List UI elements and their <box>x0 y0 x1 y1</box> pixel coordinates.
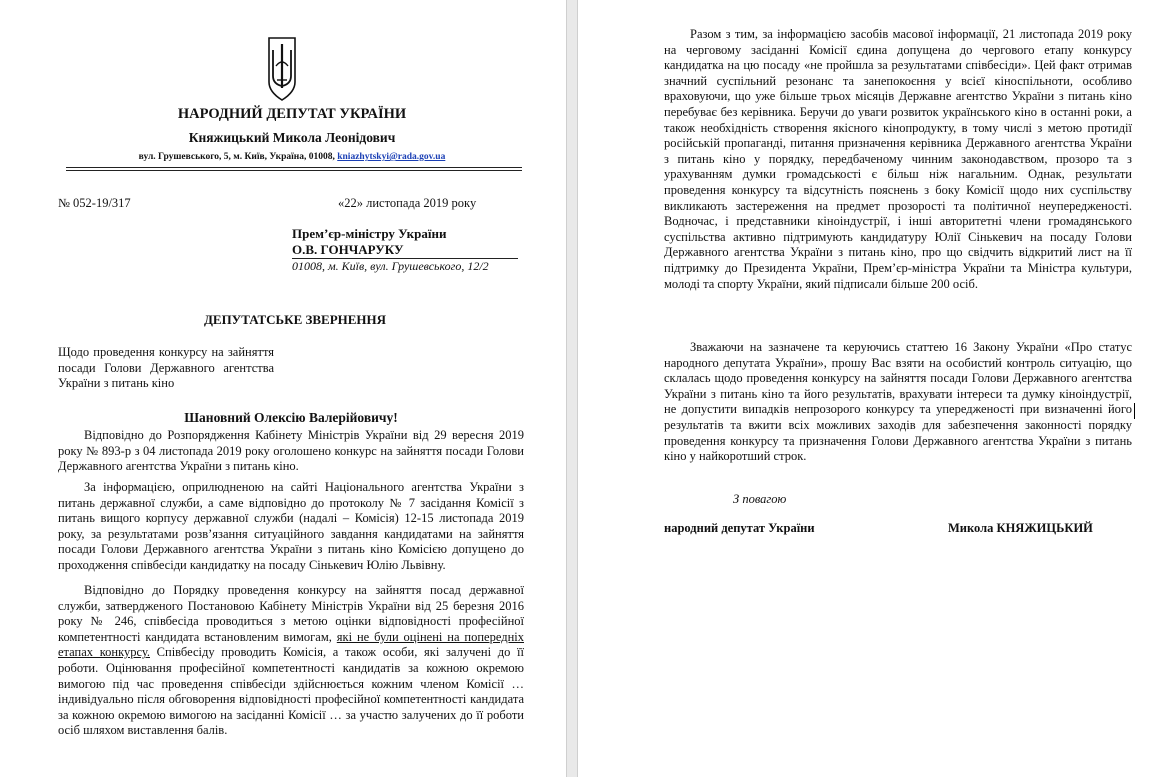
paragraph-1: Відповідно до Розпорядження Кабінету Міністрів України від 29 вересня 2019 року № 893-р з 04 листопада 2019 року оголошено конкурс на зайняття посади Голови Державного агентства України з питань кіно. <box>58 428 524 474</box>
letterhead-email-link[interactable]: kniazhytskyi@rada.gov.ua <box>337 152 446 162</box>
paragraph-5: Зважаючи на зазначене та керуючись статтею 16 Закону України «Про статус народного депутата України», прошу Вас взяти на особистий контроль ситуацію, що склалась щодо проведення конкурсу на зайняття посади Голови Державного агентства України з питань кіно та його результатів, врахувати інтереси та думку кіноіндустрії, не допустити випадків непрозорого конкурсу та упередженості при визначенні його результатів та вжити всіх можливих заходів для забезпечення законності порядку проведення конкурсу та призначення Голови Державного агентства України з питань кіно у найкоротший строк. <box>664 340 1132 464</box>
letterhead-address <box>100 152 484 162</box>
document-date: «22» листопада 2019 року <box>338 196 477 210</box>
paragraph-3-underlined: які не були оцінені на попередніх етапах конкурсу. <box>58 629 524 660</box>
trident-emblem-icon <box>267 36 297 102</box>
closing-sincerely: З повагою <box>733 492 787 506</box>
document-page-right <box>578 0 1160 777</box>
document-number: № 052-19/317 <box>58 196 131 210</box>
text-cursor <box>1134 403 1135 419</box>
recipient-address: 01008, м. Київ, вул. Грушевського, 12/2 <box>292 259 489 273</box>
document-page-left <box>0 0 566 777</box>
paragraph-2: За інформацією, оприлюдненою на сайті Національного агентства України з питань державної служби, а саме відповідно до протоколу № 7 засідання Комісії з питань вищого корпусу державної служби (надалі – Комісія) 12-15 листопада 2019 року, за результатами розв’язання ситуаційного завдання кандидатами на зайняття посади Голови Державного агентства України з питань кіно Комісією допущено до проходження співбесіди кандидатку на посаду Сінькевич Юлію Львівну. <box>58 480 524 572</box>
paragraph-3 <box>58 583 524 739</box>
recipient-position: Прем’єр-міністру України <box>292 226 447 241</box>
signatory-name: Микола КНЯЖИЦЬКИЙ <box>948 521 1093 535</box>
paragraph-3-part-a: Відповідно до Порядку проведення конкурсу на зайняття посад державної служби, затвердженого Постановою Кабінету Міністрів України від 25 березня 2016 року № 246, співбесіда проводиться з метою оцінки відповідності професійної компетентності кандидата встановленим вимогам, <box>58 583 524 644</box>
letterhead-address-text: вул. Грушевського, 5, м. Київ, Україна, 01008, <box>138 152 338 162</box>
recipient-name: О.В. ГОНЧАРУКУ <box>292 242 404 257</box>
page-separator <box>566 0 578 777</box>
letterhead-title: НАРОДНИЙ ДЕПУТАТ УКРАЇНИ <box>177 106 407 122</box>
paragraph-3-part-b: Співбесіду проводить Комісія, а також особи, які залучені до її роботи. Оцінювання професійної компетентності кандидатів за кожною окремою вимогою під час проведення співбесіди здійснюється кожним членом Комісії … індивідуально після обговорення відповідності професійної компетентності кандидата за кожною окремою вимогою на засіданні Комісії … за участю залучених до її роботи осіб шляхом виставлення балів. <box>58 645 524 738</box>
letterhead-name: Княжицький Микола Леонідович <box>188 130 396 145</box>
letterhead-rule-thin <box>66 170 522 171</box>
document-subject: Щодо проведення конкурсу на зайняття посади Голови Державного агентства України з питань кіно <box>58 345 274 391</box>
signatory-position: народний депутат України <box>664 521 815 535</box>
greeting: Шановний Олексію Валерійовичу! <box>184 410 398 425</box>
paragraph-4: Разом з тим, за інформацією засобів масової інформації, 21 листопада 2019 року на черговому засіданні Комісії єдина допущена до чергового етапу конкурсу кандидатка на цю посаду «не пройшла за результатами співбесіди». Цей факт отримав значний суспільний резонанс та занепокоєння у всієї кіноспільноти, особливо враховуючи, що уже більше трьох місяців Державне агентство України з питань кіно перебуває без керівника. Беручи до уваги розвиток українського кіно в останні роки, а також необхідність створення якісного кінопродукту, в тому числі з метою протидії російській пропаганді, питання призначення керівника Державного агентства України з питань кіно у порядку, передбаченому чинним законодавством, прозоро та з урахуванням думки громадськості є більш ніж нагальним. Однак, результати проведення конкурсу та відсутність пояснень з боку Комісії щодо них суспільству викликають застереження на предмет прозорості та політичної неупередженості. Водночас, і представники кіноіндустрії, і інші авторитетні члени громадянського суспільства активно підтримують кандидатуру Юлії Сінькевич на посаду Голови Державного агентства України з питань кіно, про що свідчить відкритий лист на її підтримку до Президента України, Прем’єр-міністра України та Міністра культури, молоді та спорту України, який підписали більше 200 осіб. <box>664 27 1132 291</box>
letterhead-rule <box>66 167 522 168</box>
document-title: ДЕПУТАТСЬКЕ ЗВЕРНЕННЯ <box>203 312 387 327</box>
